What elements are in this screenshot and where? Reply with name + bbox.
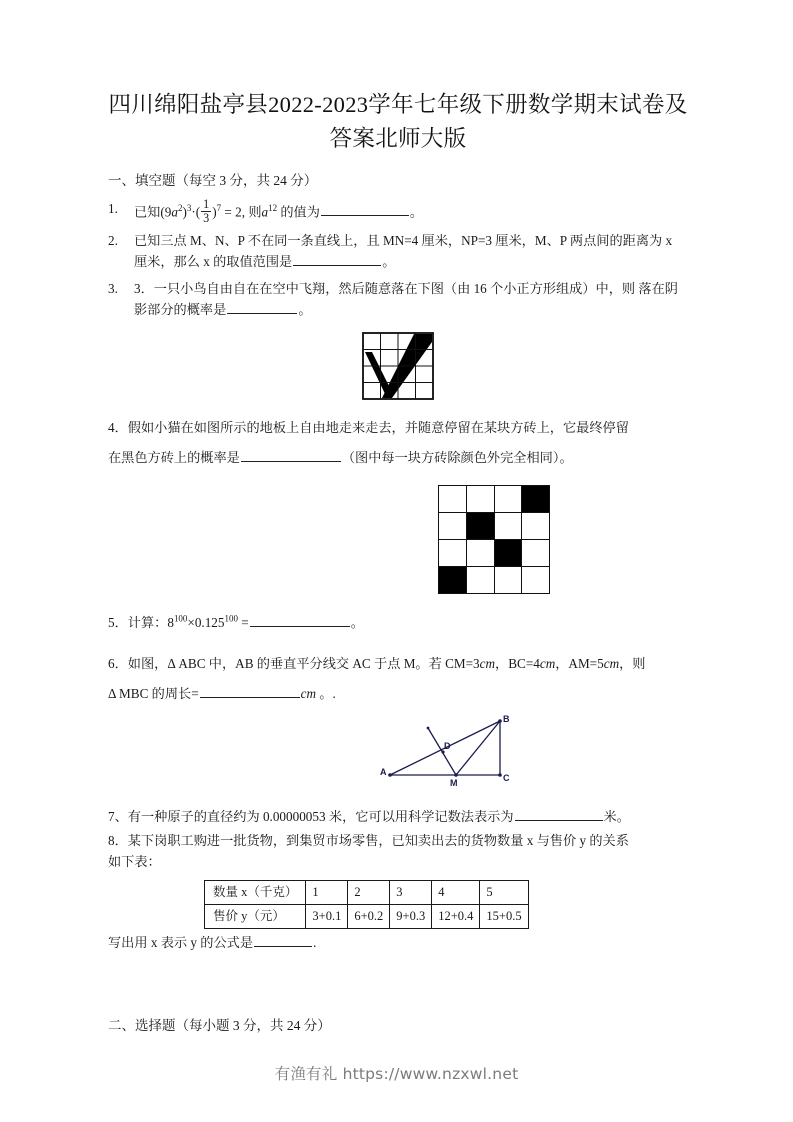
q8-line-1: 8．某下岗职工购进一批货物，到集贸市场零售，已知卖出去的货物数量 x 与售价 y 的关系 — [108, 833, 629, 849]
question-3-number: 3. — [108, 281, 118, 297]
question-5 — [108, 612, 688, 633]
title-line-1: 四川绵阳盐亭县2022-2023学年七年级下册数学期末试卷及 — [108, 92, 688, 117]
tile-cell — [522, 513, 550, 540]
triangle-label-B: B — [503, 714, 510, 725]
q1-suffix: 的值为 — [280, 204, 320, 220]
q5-label: 5．计算： — [108, 615, 168, 631]
table-row-header-price: 售价 y（元） — [205, 905, 306, 929]
tile-cell-black — [494, 540, 522, 567]
tile-cell — [439, 486, 467, 513]
q6-answer-blank[interactable] — [200, 684, 300, 698]
q1-period: 。 — [409, 204, 424, 220]
tile-cell-black — [439, 567, 467, 594]
title-line-2: 答案北师大版 — [329, 126, 467, 151]
q6-line-2a: Δ MBC 的周长= — [108, 686, 199, 702]
q1-var-a: a — [171, 204, 178, 220]
q1-var-a2: a — [261, 204, 269, 220]
q1-answer-blank[interactable] — [321, 202, 409, 216]
q1-fraction-one-third — [201, 198, 211, 224]
q3-line-2a: 落在阴影部分的概率是 — [134, 281, 678, 318]
question-1-body — [134, 198, 688, 224]
document-content — [108, 88, 688, 1043]
q3-line-1: 3．一只小鸟自由自在在空中飞翔，然后随意落在下图（由 16 个小正方形组成）中，则 — [134, 281, 636, 297]
table-cell: 2 — [348, 881, 390, 905]
q1-sup-7: 7 — [216, 202, 222, 213]
quantity-price-table — [204, 880, 529, 929]
question-8 — [108, 830, 688, 872]
q7-text-a: 7、有一种原子的直径约为 0.00000053 米，它可以用科学记数法表示为 — [108, 809, 514, 825]
q6-line-2 — [108, 679, 688, 709]
tile-cell — [439, 540, 467, 567]
tile-cell — [522, 540, 550, 567]
tile-cell — [439, 513, 467, 540]
q6-unit-2: cm — [539, 656, 556, 672]
triangle-abc-diagram — [378, 711, 514, 787]
q7-answer-blank[interactable] — [515, 807, 603, 821]
q6-line-1 — [108, 649, 688, 679]
q1-expr-a: (9 — [160, 204, 172, 220]
q3-line-2b: 。 — [298, 302, 312, 318]
q4-line-2a: 在黑色方砖上的概率是 — [108, 450, 240, 466]
tile-cell — [494, 513, 522, 540]
q1-fraction-denominator: 3 — [203, 210, 210, 225]
q6-unit-3: cm — [603, 656, 620, 672]
q2-line-1: 已知三点 M、N、P 不在同一条直线上，且 MN=4 厘米，NP=3 厘米，M、P 两点间的距离为 — [134, 233, 663, 249]
table-row-quantity — [205, 881, 529, 905]
watermark: 有渔有礼 https://www.nzxwl.net — [274, 1065, 519, 1083]
question-8-closing — [108, 932, 688, 953]
q4-line-2 — [108, 443, 688, 473]
q5-period: 。 — [350, 615, 364, 631]
q1-sup-3: 3 — [186, 202, 192, 213]
q6-text-b: ，BC=4 — [495, 656, 540, 672]
question-4 — [108, 413, 688, 473]
section-heading-fill-in-blank: 一、填空题（每空 3 分，共 24 分） — [108, 173, 318, 188]
checkmark-grid-svg — [362, 332, 434, 400]
table-cell: 3 — [390, 881, 432, 905]
tile-row — [439, 486, 550, 513]
table-cell: 5 — [480, 881, 528, 905]
tile-row — [439, 567, 550, 594]
q5-answer-blank[interactable] — [250, 613, 350, 627]
tile-cell-black — [466, 513, 494, 540]
tile-cell — [494, 567, 522, 594]
tile-cell — [466, 486, 494, 513]
triangle-label-C: C — [503, 773, 510, 784]
figure-checkmark-grid-container — [108, 332, 688, 400]
q6-line-2b: 。. — [319, 686, 336, 702]
q1-fraction-numerator: 1 — [203, 197, 210, 211]
triangle-label-M: M — [450, 778, 458, 788]
q1-expr-b: ) — [182, 204, 187, 220]
question-3-body — [134, 278, 688, 320]
q1-then: 则 — [248, 204, 262, 220]
q6-unit-1: cm — [479, 656, 496, 672]
question-6 — [108, 649, 688, 709]
table-row-price — [205, 905, 529, 929]
q5-exponent-2: 100 — [224, 614, 238, 625]
question-1 — [108, 198, 688, 224]
figure-tile-grid-container — [108, 485, 688, 594]
table-cell: 12+0.4 — [432, 905, 480, 929]
q4-line-1: 4．假如小猫在如图所示的地板上自由地走来走去，并随意停留在某块方砖上，它最终停留 — [108, 420, 629, 436]
q8-closing-a: 写出用 x 表示 y 的公式是 — [108, 935, 254, 951]
q3-answer-blank[interactable] — [227, 300, 297, 314]
q5-exponent-1: 100 — [173, 614, 188, 625]
q8-closing-b: . — [313, 935, 317, 951]
tile-cell — [466, 540, 494, 567]
q5-times: ×0.125 — [187, 615, 225, 631]
tile-cell — [522, 567, 550, 594]
q1-sup-2: 2 — [177, 202, 183, 213]
q2-line-2a: x 厘米，那么 x 的取值范围是 — [134, 233, 673, 270]
question-2-number: 2. — [108, 233, 118, 249]
table-cell: 3+0.1 — [306, 905, 348, 929]
tile-row — [439, 540, 550, 567]
table-cell: 6+0.2 — [348, 905, 390, 929]
question-3 — [108, 278, 688, 320]
q6-text-c: ，AM=5 — [555, 656, 604, 672]
section-heading-multiple-choice: 二、选择题（每小题 3 分，共 24 分） — [108, 1018, 331, 1034]
tile-cell — [466, 567, 494, 594]
q7-text-b: 米。 — [603, 809, 630, 825]
q2-line-2b: 。 — [382, 254, 396, 270]
tile-row — [439, 513, 550, 540]
checkmark-shaded-grid-figure — [362, 332, 434, 400]
q5-base-1: 8 — [167, 615, 174, 631]
black-white-tile-grid — [438, 485, 550, 594]
q4-answer-blank[interactable] — [241, 448, 341, 462]
figure-triangle-container — [108, 711, 688, 792]
q8-line-2: 如下表： — [108, 854, 161, 870]
q1-dot: ·( — [191, 204, 201, 220]
q2-answer-blank[interactable] — [293, 252, 381, 266]
q5-equals: = — [241, 615, 249, 631]
tile-cell-black — [522, 486, 550, 513]
triangle-label-D: D — [444, 741, 451, 752]
question-2-body — [134, 230, 688, 272]
table-row-header-quantity: 数量 x（千克） — [205, 881, 306, 905]
q8-answer-blank[interactable] — [254, 933, 312, 947]
q1-prefix: 已知 — [134, 204, 161, 220]
question-2 — [108, 230, 688, 272]
table-cell: 15+0.5 — [480, 905, 528, 929]
table-cell: 4 — [432, 881, 480, 905]
q1-close-paren: ) — [212, 204, 217, 220]
q6-text-d: ，则 — [619, 656, 646, 672]
page-title — [108, 88, 688, 156]
table-cell: 9+0.3 — [390, 905, 432, 929]
q6-line-2-unit: cm — [300, 686, 317, 702]
question-8-table-container — [108, 880, 688, 929]
q6-text-a: 6．如图，Δ ABC 中，AB 的垂直平分线交 AC 于点 M。若 CM=3 — [108, 656, 480, 672]
table-cell: 1 — [306, 881, 348, 905]
q1-equals: = 2, — [224, 204, 246, 220]
triangle-label-A: A — [380, 767, 387, 778]
question-7 — [108, 806, 688, 827]
tile-cell — [494, 486, 522, 513]
q1-sup-12: 12 — [268, 202, 278, 213]
q4-line-2b: （图中每一块方砖除颜色外完全相同）。 — [341, 450, 573, 466]
question-1-number: 1. — [108, 201, 118, 216]
